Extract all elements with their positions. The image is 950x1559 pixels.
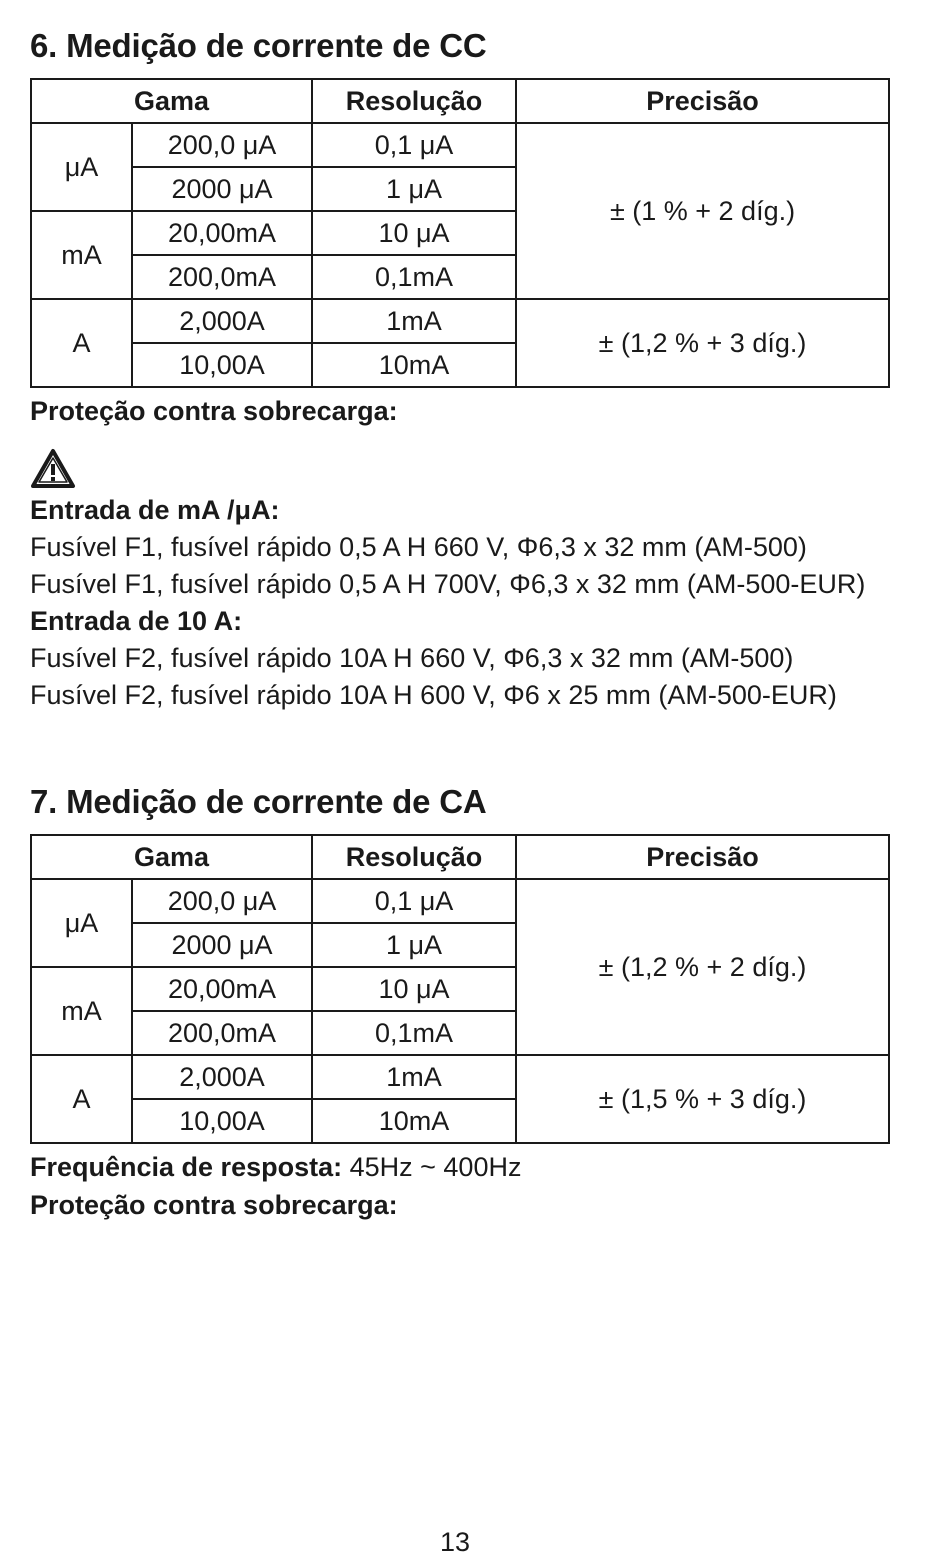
- table-header-row: [31, 835, 889, 879]
- table-row: [31, 299, 889, 343]
- range-cell: 10,00A: [132, 343, 312, 387]
- table-header-row: [31, 79, 889, 123]
- unit-cell: A: [31, 299, 132, 387]
- frequency-response: [30, 1148, 890, 1186]
- input-ma-label: Entrada de mA /μA:: [30, 495, 280, 525]
- table-row: [31, 879, 889, 923]
- range-cell: 2,000A: [132, 1055, 312, 1099]
- frequency-response-label: Frequência de resposta:: [30, 1152, 343, 1182]
- accuracy-cell: ± (1,5 % + 3 díg.): [516, 1055, 889, 1143]
- table-row: [31, 1055, 889, 1099]
- resolution-cell: 1mA: [312, 299, 516, 343]
- section-title-ac-current: 7. Medição de corrente de CA: [30, 783, 487, 820]
- resolution-cell: 10 μA: [312, 211, 516, 255]
- warning-triangle-icon: [30, 448, 890, 492]
- fuse-spec: Fusível F1, fusível rápido 0,5 A H 700V, Φ6,3 x 32 mm (AM-500-EUR): [30, 569, 866, 599]
- header-gama: Gama: [31, 835, 312, 879]
- resolution-cell: 0,1mA: [312, 1011, 516, 1055]
- header-resolucao: Resolução: [312, 79, 516, 123]
- frequency-response-value: 45Hz ~ 400Hz: [342, 1152, 522, 1182]
- resolution-cell: 0,1mA: [312, 255, 516, 299]
- range-cell: 200,0mA: [132, 1011, 312, 1055]
- unit-cell: mA: [31, 967, 132, 1055]
- range-cell: 20,00mA: [132, 211, 312, 255]
- resolution-cell: 0,1 μA: [312, 879, 516, 923]
- accuracy-cell: ± (1,2 % + 2 díg.): [516, 879, 889, 1055]
- unit-cell: A: [31, 1055, 132, 1143]
- accuracy-cell: ± (1 % + 2 díg.): [516, 123, 889, 299]
- range-cell: 200,0 μA: [132, 123, 312, 167]
- range-cell: 2,000A: [132, 299, 312, 343]
- accuracy-cell: ± (1,2 % + 3 díg.): [516, 299, 889, 387]
- unit-cell: μA: [31, 879, 132, 967]
- input-10a-label: Entrada de 10 A:: [30, 606, 243, 636]
- header-gama: Gama: [31, 79, 312, 123]
- resolution-cell: 1mA: [312, 1055, 516, 1099]
- fuse-spec: Fusível F1, fusível rápido 0,5 A H 660 V, Φ6,3 x 32 mm (AM-500): [30, 532, 807, 562]
- unit-cell: mA: [31, 211, 132, 299]
- header-precisao: Precisão: [516, 79, 889, 123]
- unit-cell: μA: [31, 123, 132, 211]
- resolution-cell: 10mA: [312, 1099, 516, 1143]
- range-cell: 10,00A: [132, 1099, 312, 1143]
- overload-protection-label: Proteção contra sobrecarga:: [30, 396, 398, 426]
- header-precisao: Precisão: [516, 835, 889, 879]
- resolution-cell: 10mA: [312, 343, 516, 387]
- table-row: [31, 123, 889, 167]
- overload-protection-label: Proteção contra sobrecarga:: [30, 1190, 398, 1220]
- ac-current-spec-table: [30, 834, 890, 1144]
- range-cell: 2000 μA: [132, 923, 312, 967]
- range-cell: 2000 μA: [132, 167, 312, 211]
- manual-page: [30, 24, 890, 1224]
- section-title-dc-current: 6. Medição de corrente de CC: [30, 27, 487, 64]
- fuse-spec: Fusível F2, fusível rápido 10A H 600 V, Φ6 x 25 mm (AM-500-EUR): [30, 680, 837, 710]
- fuse-spec: Fusível F2, fusível rápido 10A H 660 V, Φ6,3 x 32 mm (AM-500): [30, 643, 794, 673]
- resolution-cell: 1 μA: [312, 923, 516, 967]
- range-cell: 200,0 μA: [132, 879, 312, 923]
- range-cell: 20,00mA: [132, 967, 312, 1011]
- resolution-cell: 1 μA: [312, 167, 516, 211]
- range-cell: 200,0mA: [132, 255, 312, 299]
- page-number: 13: [439, 1527, 471, 1557]
- resolution-cell: 0,1 μA: [312, 123, 516, 167]
- resolution-cell: 10 μA: [312, 967, 516, 1011]
- header-resolucao: Resolução: [312, 835, 516, 879]
- dc-current-spec-table: [30, 78, 890, 388]
